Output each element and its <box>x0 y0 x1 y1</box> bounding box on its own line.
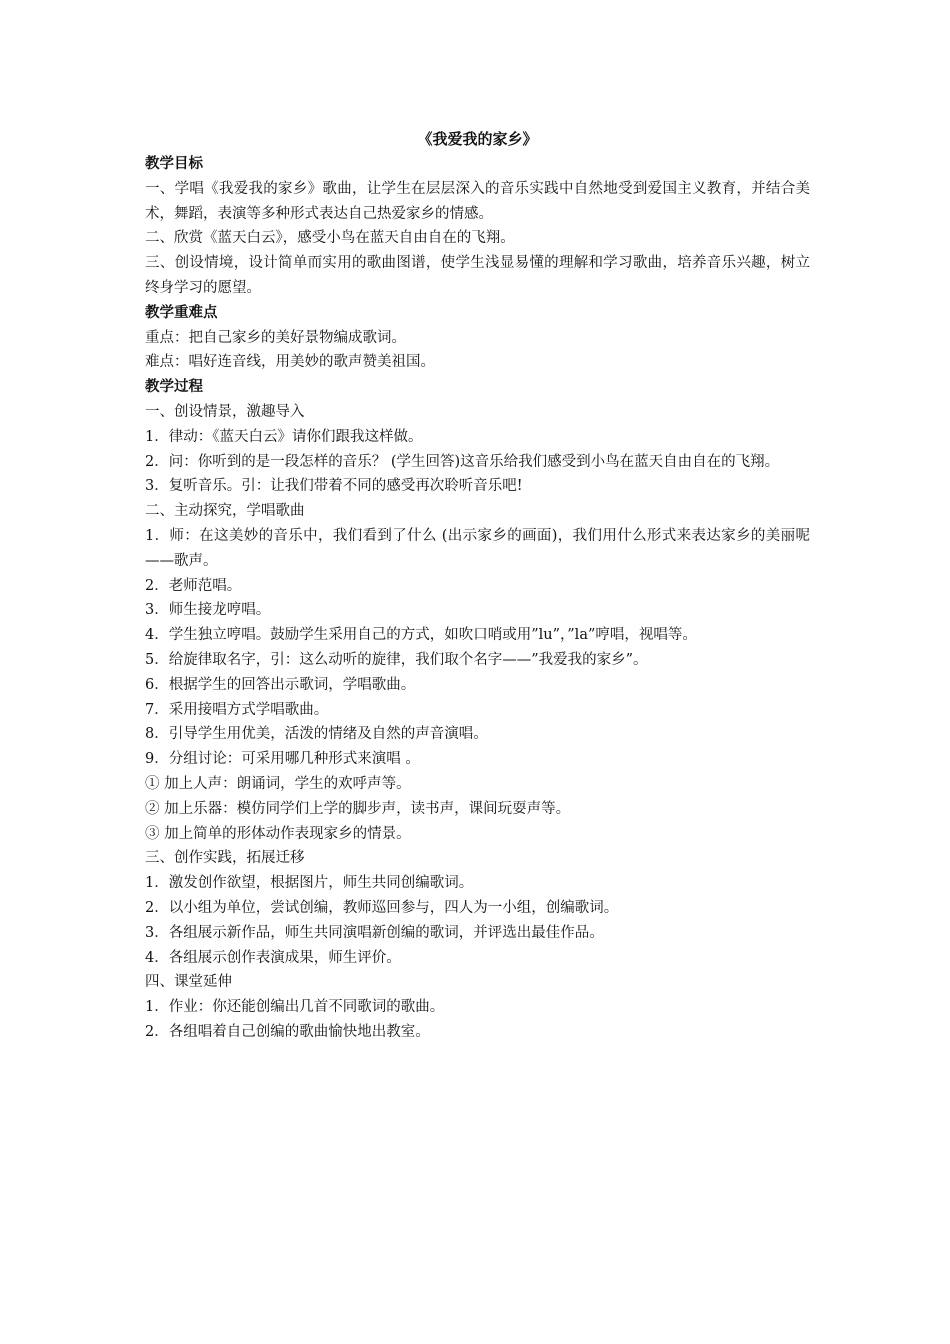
paragraph: 4．各组展示创作表演成果，师生评价。 <box>145 949 401 966</box>
paragraph: 二、欣赏《蓝天白云》，感受小鸟在蓝天自由自在的飞翔。 <box>145 230 515 247</box>
paragraph: 2．各组唱着自己创编的歌曲愉快地出教室。 <box>145 1023 430 1040</box>
paragraph: ③ 加上简单的形体动作表现家乡的情景。 <box>145 825 411 842</box>
paragraph: 一、创设情景，激趣导入 <box>145 403 305 420</box>
paragraph: ② 加上乐器：模仿同学们上学的脚步声，读书声，课间玩耍声等。 <box>145 800 571 817</box>
paragraph: 7．采用接唱方式学唱歌曲。 <box>145 701 329 718</box>
section-heading: 教学目标 <box>145 156 203 172</box>
paragraph: 三、创设情境，设计简单而实用的歌曲图谱，使学生浅显易懂的理解和学习歌曲，培养音乐兴趣，树立终身学习的愿望。 <box>145 255 810 296</box>
paragraph: 3．师生接龙哼唱。 <box>145 602 271 619</box>
paragraph: 1．激发创作欲望，根据图片，师生共同创编歌词。 <box>145 875 474 892</box>
section-heading: 教学过程 <box>145 379 203 396</box>
paragraph: 6．根据学生的回答出示歌词，学唱歌曲。 <box>145 676 416 693</box>
document-title: 《我爱我的家乡》 <box>417 130 538 148</box>
paragraph: 2．以小组为单位，尝试创编，教师巡回参与，四人为一小组，创编歌词。 <box>145 899 619 916</box>
paragraph: 二、主动探究，学唱歌曲 <box>145 503 305 520</box>
paragraph: 8．引导学生用优美，活泼的情绪及自然的声音演唱。 <box>145 726 488 743</box>
paragraph: 难点：唱好连音线，用美妙的歌声赞美祖国。 <box>145 354 435 371</box>
section-heading: 教学重难点 <box>145 304 218 321</box>
paragraph: 1．律动：《蓝天白云》请你们跟我这样做。 <box>145 428 423 445</box>
paragraph: 一、学唱《我爱我的家乡》歌曲，让学生在层层深入的音乐实践中自然地受到爱国主义教育，并结合美术，舞蹈，表演等多种形式表达自己热爱家乡的情感。 <box>145 180 810 222</box>
paragraph: 三、创作实践，拓展迁移 <box>145 850 305 867</box>
paragraph: 5．给旋律取名字，引：这么动听的旋律，我们取个名字——”我爱我的家乡”。 <box>145 651 648 668</box>
paragraph: 1．师：在这美妙的音乐中，我们看到了什么 (出示家乡的画面)，我们用什么形式来表达家乡的美丽呢——歌声。 <box>145 527 810 569</box>
paragraph: 2．问：你听到的是一段怎样的音乐？ (学生回答)这音乐给我们感受到小鸟在蓝天自由自在的飞翔。 <box>145 453 780 470</box>
paragraph: 9．分组讨论：可采用哪几种形式来演唱 。 <box>145 751 420 768</box>
paragraph: 3．各组展示新作品，师生共同演唱新创编的歌词，并评选出最佳作品。 <box>145 924 604 941</box>
paragraph: 4．学生独立哼唱。鼓励学生采用自己的方式，如吹口哨或用”lu”，”la”哼唱，视唱等。 <box>145 627 697 644</box>
document-body <box>145 152 810 1045</box>
paragraph: 2．老师范唱。 <box>145 577 242 594</box>
document-content <box>145 127 810 1045</box>
paragraph: 四、课堂延伸 <box>145 974 232 991</box>
paragraph: 1．作业：你还能创编出几首不同歌词的歌曲。 <box>145 999 445 1016</box>
paragraph: 重点：把自己家乡的美好景物编成歌词。 <box>145 329 406 346</box>
paragraph: 3．复听音乐。引：让我们带着不同的感受再次聆听音乐吧! <box>145 478 523 495</box>
paragraph: ① 加上人声：朗诵词，学生的欢呼声等。 <box>145 775 411 792</box>
